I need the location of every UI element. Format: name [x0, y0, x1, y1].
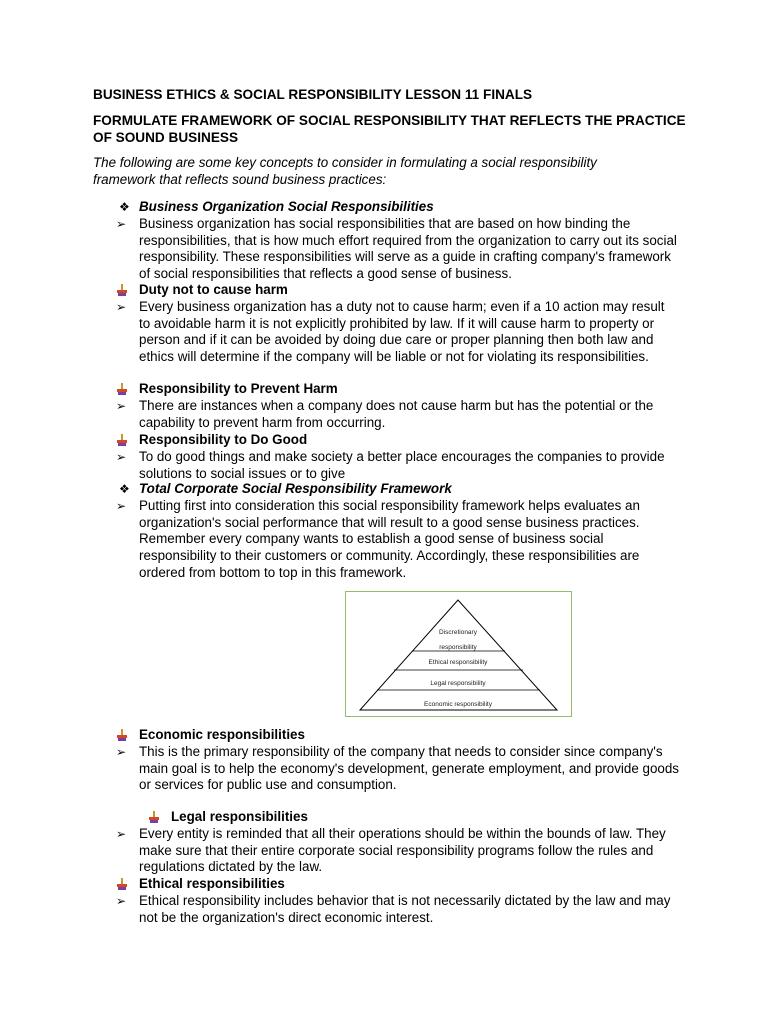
pyramid-level-discretionary-1: Discretionary	[439, 629, 477, 636]
section-heading: Duty not to cause harm	[139, 282, 288, 297]
document-subtitle: FORMULATE FRAMEWORK OF SOCIAL RESPONSIBILITY THAT REFLECTS THE PRACTICE OF SOUND BUSINESS	[93, 113, 686, 145]
pyramid-level-discretionary-2: responsibility	[439, 644, 477, 651]
section-duty-not-to-cause-harm	[0, 282, 768, 366]
section-text: Every entity is reminded that all their operations should be within the bounds of law. They make sure that their entire corporate social responsibility programs follow the rules and regulations dictated by the law.	[139, 825, 666, 875]
section-text: This is the primary responsibility of the company that needs to consider since company's main goal is to help the economy's development, generate employment, and provide goods or services for public use and consumption.	[139, 743, 679, 793]
pointing-hand-bullet-icon	[116, 878, 132, 894]
section-text: Every business organization has a duty not to cause harm; even if a 10 action may result to avoidable harm it is not explicitly prohibited by law. If it will cause harm to property or person and if it can be avoided by doing due care or proper planning then both law and ethics will determine if the company will be liable or not for violating its responsibilities.	[139, 298, 665, 365]
arrowhead-bullet-icon: ➢	[116, 498, 127, 513]
four-diamond-bullet-icon: ❖	[119, 200, 130, 214]
four-diamond-bullet-icon: ❖	[119, 482, 130, 496]
pointing-hand-bullet-icon	[116, 729, 132, 745]
section-text: To do good things and make society a better place encourages the companies to provide solutions to social issues or to give	[139, 448, 665, 481]
arrowhead-bullet-icon: ➢	[116, 744, 127, 759]
pyramid-level-ethical: Ethical responsibility	[428, 659, 488, 666]
pointing-hand-bullet-icon	[116, 383, 132, 399]
arrowhead-bullet-icon: ➢	[116, 826, 127, 841]
arrowhead-bullet-icon: ➢	[116, 299, 127, 314]
arrowhead-bullet-icon: ➢	[116, 216, 127, 231]
section-text: There are instances when a company does not cause harm but has the potential or the capability to prevent harm from occurring.	[139, 397, 654, 430]
section-heading: Responsibility to Do Good	[139, 432, 308, 447]
section-text: Putting first into consideration this social responsibility framework helps evaluates an organization's social performance that will result to a good sense business practices. Remember every company wants to establish a good sense of business social responsibility to their customers or community. Accordingly, these responsibilities are ordered from bottom to top in this framework.	[139, 497, 640, 580]
section-heading: Business Organization Social Responsibilities	[139, 199, 434, 214]
section-heading: Legal responsibilities	[171, 809, 308, 824]
pointing-hand-bullet-icon	[148, 811, 164, 827]
section-ethical	[0, 876, 768, 926]
section-text: Business organization has social responsibilities that are based on how binding the responsibilities, that is how much effort required from the organization to carry out its social responsibility. These responsibilities will serve as a guide in crafting company's framework of social responsibilities that reflects a good sense of business.	[139, 215, 677, 282]
pyramid-outline	[360, 600, 557, 710]
pyramid-level-legal: Legal responsibility	[430, 680, 486, 687]
section-heading: Total Corporate Social Responsibility Framework	[139, 481, 452, 496]
pointing-hand-bullet-icon	[116, 434, 132, 450]
section-text: Ethical responsibility includes behavior that is not necessarily dictated by the law and may not be the organization's direct economic interest.	[139, 892, 671, 925]
section-do-good	[0, 432, 768, 482]
pointing-hand-bullet-icon	[116, 284, 132, 300]
csr-pyramid-figure	[345, 591, 572, 717]
document-title: BUSINESS ETHICS & SOCIAL RESPONSIBILITY LESSON 11 FINALS	[93, 87, 533, 102]
section-business-organization	[0, 199, 768, 283]
arrowhead-bullet-icon: ➢	[116, 398, 127, 413]
intro-paragraph: The following are some key concepts to consider in formulating a social responsibility framework that reflects sound business practices:	[93, 155, 597, 187]
section-heading: Responsibility to Prevent Harm	[139, 381, 338, 396]
pyramid-level-economic: Economic responsibility	[424, 701, 492, 708]
section-heading: Economic responsibilities	[139, 727, 305, 742]
arrowhead-bullet-icon: ➢	[116, 449, 127, 464]
section-economic	[0, 727, 768, 794]
section-prevent-harm	[0, 381, 768, 431]
section-legal	[0, 809, 768, 876]
section-total-csr-framework	[0, 481, 768, 582]
arrowhead-bullet-icon: ➢	[116, 893, 127, 908]
section-heading: Ethical responsibilities	[139, 876, 285, 891]
